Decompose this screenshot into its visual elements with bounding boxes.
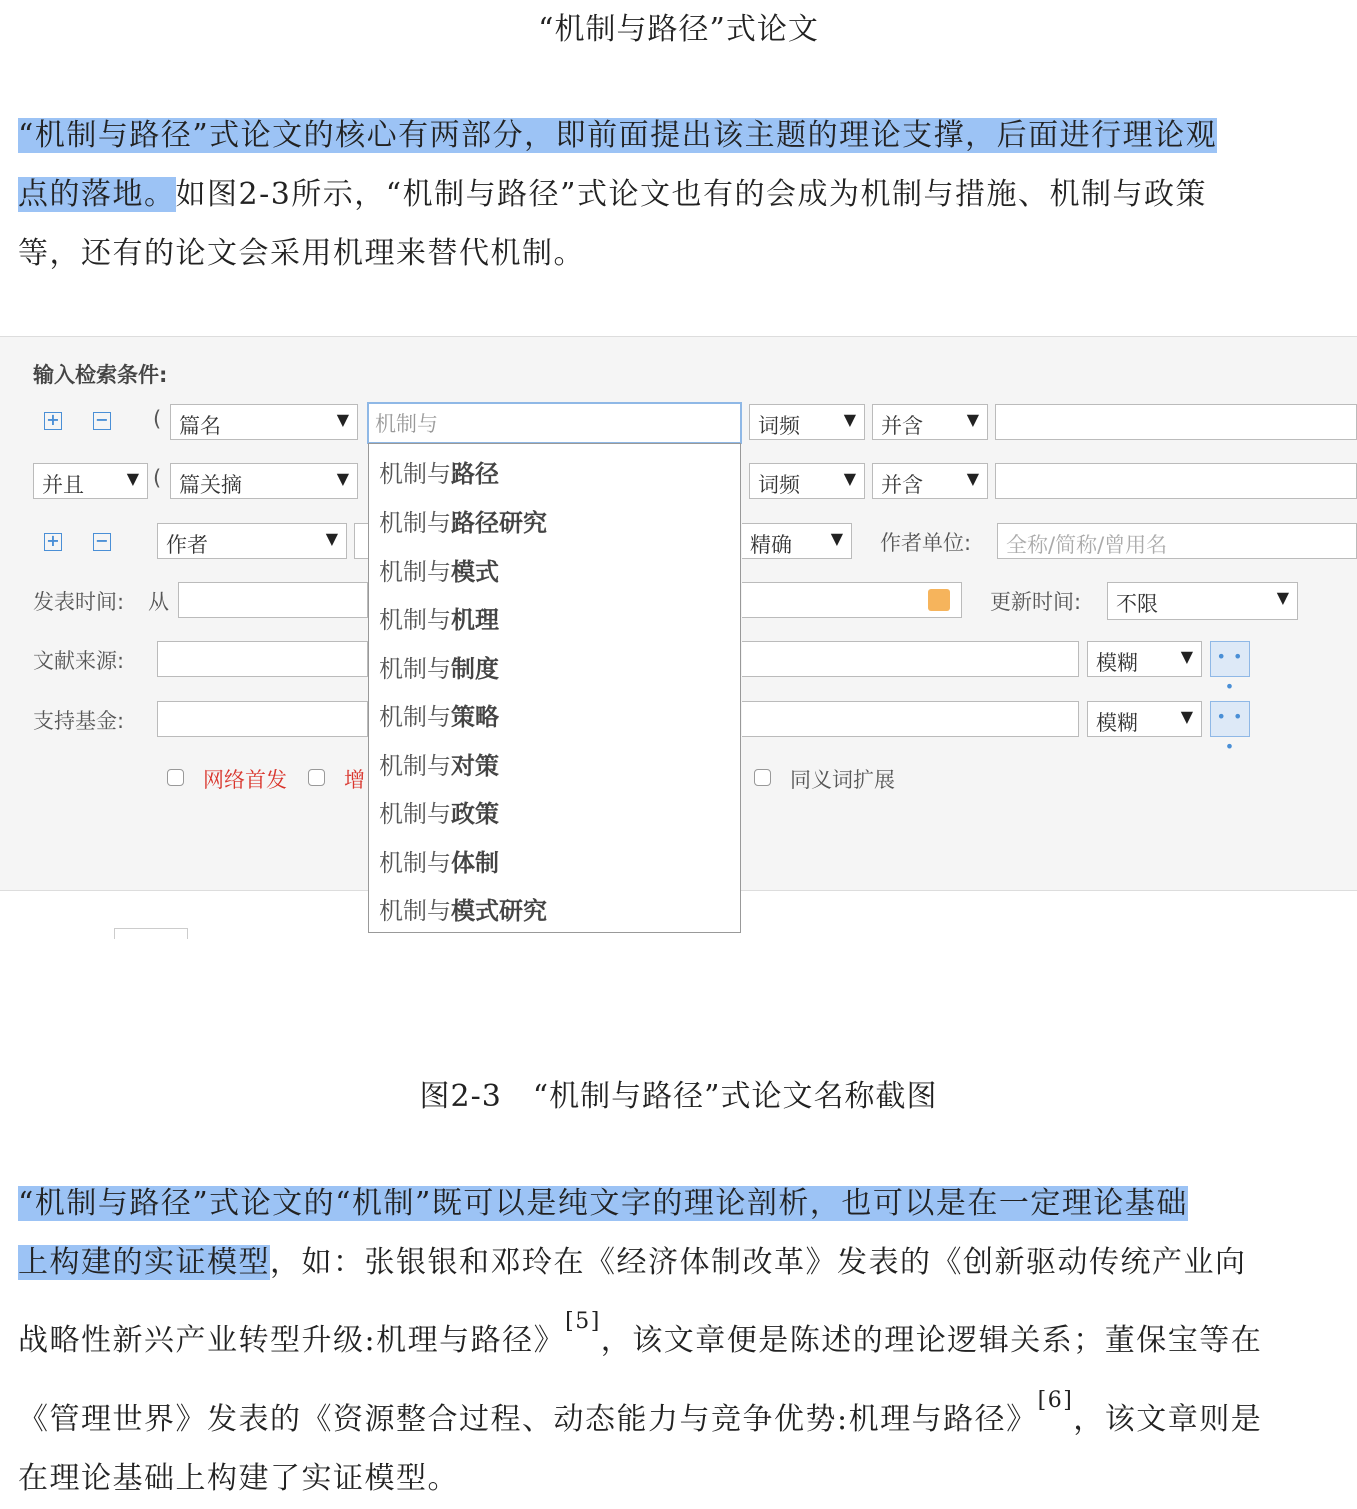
- body-text: 《管理世界》发表的《资源整合过程、动态能力与竞争优势:机理与路径》: [18, 1402, 1038, 1437]
- paren: (: [153, 466, 162, 490]
- synonym-label: 同义词扩展: [790, 768, 895, 792]
- body-text: 如图2-3所示，“机制与路径”式论文也有的会成为机制与措施、机制与政策: [175, 177, 1207, 212]
- chevron-down-icon: ▼: [1276, 588, 1289, 607]
- chevron-down-icon: ▼: [126, 469, 139, 488]
- fund-label: 支持基金:: [33, 709, 125, 733]
- suggestion-prefix: 机制与: [379, 800, 451, 828]
- author-unit-label: 作者单位:: [880, 531, 972, 555]
- chevron-down-icon: ▼: [1180, 647, 1193, 666]
- paragraph-2: [18, 1178, 1340, 1498]
- highlighted-text: “机制与路径”式论文的核心有两部分，即前面提出该主题的理论支撑，后面进行理论观: [18, 118, 1218, 153]
- select-value: 并且: [42, 473, 84, 497]
- tab-fragment: [114, 928, 188, 939]
- from-label: 从: [148, 590, 169, 614]
- online-first-label: 网络首发: [203, 768, 287, 792]
- body-text: ，如：张银银和邓玲在《经济体制改革》发表的《创新驱动传统产业向: [270, 1245, 1247, 1280]
- fund-input[interactable]: [157, 701, 368, 737]
- select-value: 并含: [881, 414, 923, 438]
- suggestion-bold: 制度: [451, 655, 499, 683]
- author-select[interactable]: [157, 523, 347, 559]
- citation-ref: [5]: [565, 1309, 601, 1334]
- autocomplete-dropdown: [368, 443, 741, 933]
- select-value: 精确: [750, 533, 792, 557]
- suggestion-bold: 模式: [451, 558, 499, 586]
- fund-input-right[interactable]: [742, 701, 1079, 737]
- body-text: ，该文章则是: [1073, 1402, 1263, 1437]
- suggestion-bold: 对策: [451, 752, 499, 780]
- title-query-input[interactable]: 机制与: [367, 402, 742, 444]
- chevron-down-icon: ▼: [843, 469, 856, 488]
- query-input-1b[interactable]: [995, 404, 1357, 440]
- suggestion-bold: 体制: [451, 849, 499, 877]
- chevron-down-icon: ▼: [843, 410, 856, 429]
- suggestion-item[interactable]: [379, 746, 499, 781]
- paragraph-1: [18, 110, 1340, 270]
- op-select-2[interactable]: [33, 463, 148, 499]
- chevron-down-icon: ▼: [1180, 707, 1193, 726]
- select-value: 不限: [1116, 592, 1158, 616]
- match-select[interactable]: [742, 523, 852, 559]
- select-value: 篇关摘: [179, 473, 242, 497]
- remove-row-icon[interactable]: −: [93, 533, 111, 551]
- body-text: ，该文章便是陈述的理论逻辑关系；董保宝等在: [600, 1323, 1263, 1358]
- select-value: 作者: [166, 533, 208, 557]
- freq-select-1[interactable]: [749, 404, 865, 440]
- freq-select-2[interactable]: [749, 463, 865, 499]
- suggestion-bold: 路径: [451, 460, 499, 488]
- chevron-down-icon: ▼: [336, 410, 349, 429]
- query-input-2b[interactable]: [995, 463, 1357, 499]
- select-value: 篇名: [179, 414, 221, 438]
- chevron-down-icon: ▼: [830, 529, 843, 548]
- chevron-down-icon: ▼: [966, 410, 979, 429]
- enhanced-label: 增: [344, 768, 365, 792]
- select-value: 模糊: [1096, 711, 1138, 735]
- field-select-1[interactable]: [170, 404, 358, 440]
- field-select-2[interactable]: [170, 463, 358, 499]
- suggestion-prefix: 机制与: [379, 460, 451, 488]
- suggestion-item[interactable]: [379, 794, 499, 829]
- highlighted-text: “机制与路径”式论文的“机制”既可以是纯文字的理论剖析，也可以是在一定理论基础: [18, 1186, 1188, 1221]
- suggestion-prefix: 机制与: [379, 655, 451, 683]
- body-text: 在理论基础上构建了实证模型。: [18, 1461, 459, 1496]
- source-label: 文献来源:: [33, 649, 125, 673]
- citation-ref: [6]: [1037, 1388, 1074, 1413]
- publish-time-label: 发表时间:: [33, 590, 125, 614]
- select-value: 词频: [758, 414, 800, 438]
- chevron-down-icon: ▼: [966, 469, 979, 488]
- source-mode-select[interactable]: [1087, 641, 1202, 677]
- suggestion-item[interactable]: [379, 843, 499, 878]
- add-row-icon[interactable]: +: [44, 412, 62, 430]
- suggestion-prefix: 机制与: [379, 752, 451, 780]
- select-value: 词频: [758, 473, 800, 497]
- suggestion-prefix: 机制与: [379, 558, 451, 586]
- suggestion-bold: 机理: [451, 606, 499, 634]
- highlighted-text: 点的落地。: [18, 177, 176, 212]
- suggestion-bold: 政策: [451, 800, 499, 828]
- suggestion-item[interactable]: [379, 552, 499, 587]
- author-unit-input[interactable]: 全称/简称/曾用名: [997, 523, 1357, 559]
- suggestion-prefix: 机制与: [379, 606, 451, 634]
- search-heading: 输入检索条件:: [33, 363, 168, 387]
- paren: (: [153, 407, 162, 431]
- update-time-select[interactable]: [1107, 582, 1298, 620]
- suggestion-item[interactable]: [379, 697, 499, 732]
- highlighted-text: 上构建的实证模型: [18, 1245, 270, 1280]
- fund-mode-select[interactable]: [1087, 701, 1202, 737]
- suggestion-prefix: 机制与: [379, 509, 451, 537]
- select-value: 模糊: [1096, 651, 1138, 675]
- update-time-label: 更新时间:: [990, 590, 1082, 614]
- enhanced-checkbox[interactable]: [308, 769, 325, 786]
- logic-select-2[interactable]: [872, 463, 988, 499]
- select-value: 并含: [881, 473, 923, 497]
- suggestion-item[interactable]: [379, 454, 499, 489]
- synonym-checkbox[interactable]: [754, 769, 771, 786]
- remove-row-icon[interactable]: −: [93, 412, 111, 430]
- suggestion-bold: 模式研究: [451, 897, 547, 925]
- add-row-icon[interactable]: +: [44, 533, 62, 551]
- body-text: 战略性新兴产业转型升级:机理与路径》: [18, 1323, 566, 1358]
- suggestion-prefix: 机制与: [379, 849, 451, 877]
- chevron-down-icon: ▼: [325, 529, 338, 548]
- doc-title: “机制与路径”式论文: [538, 12, 819, 47]
- figure-caption: 图2-3 “机制与路径”式论文名称截图: [419, 1079, 938, 1114]
- online-first-checkbox[interactable]: [167, 769, 184, 786]
- date-from-input[interactable]: [178, 582, 368, 618]
- suggestion-item[interactable]: [379, 600, 499, 635]
- suggestion-item[interactable]: [379, 503, 547, 538]
- more-options-icon[interactable]: • • •: [1210, 641, 1250, 677]
- body-text: 等，还有的论文会采用机理来替代机制。: [18, 236, 585, 271]
- suggestion-bold: 路径研究: [451, 509, 547, 537]
- suggestion-item[interactable]: [379, 891, 547, 926]
- suggestion-prefix: 机制与: [379, 703, 451, 731]
- logic-select-1[interactable]: [872, 404, 988, 440]
- source-input[interactable]: [157, 641, 368, 677]
- chevron-down-icon: ▼: [336, 469, 349, 488]
- calendar-icon[interactable]: [928, 589, 950, 611]
- source-input-right[interactable]: [742, 641, 1079, 677]
- suggestion-item[interactable]: [379, 649, 499, 684]
- more-options-icon[interactable]: • • •: [1210, 701, 1250, 737]
- suggestion-prefix: 机制与: [379, 897, 451, 925]
- suggestion-bold: 策略: [451, 703, 499, 731]
